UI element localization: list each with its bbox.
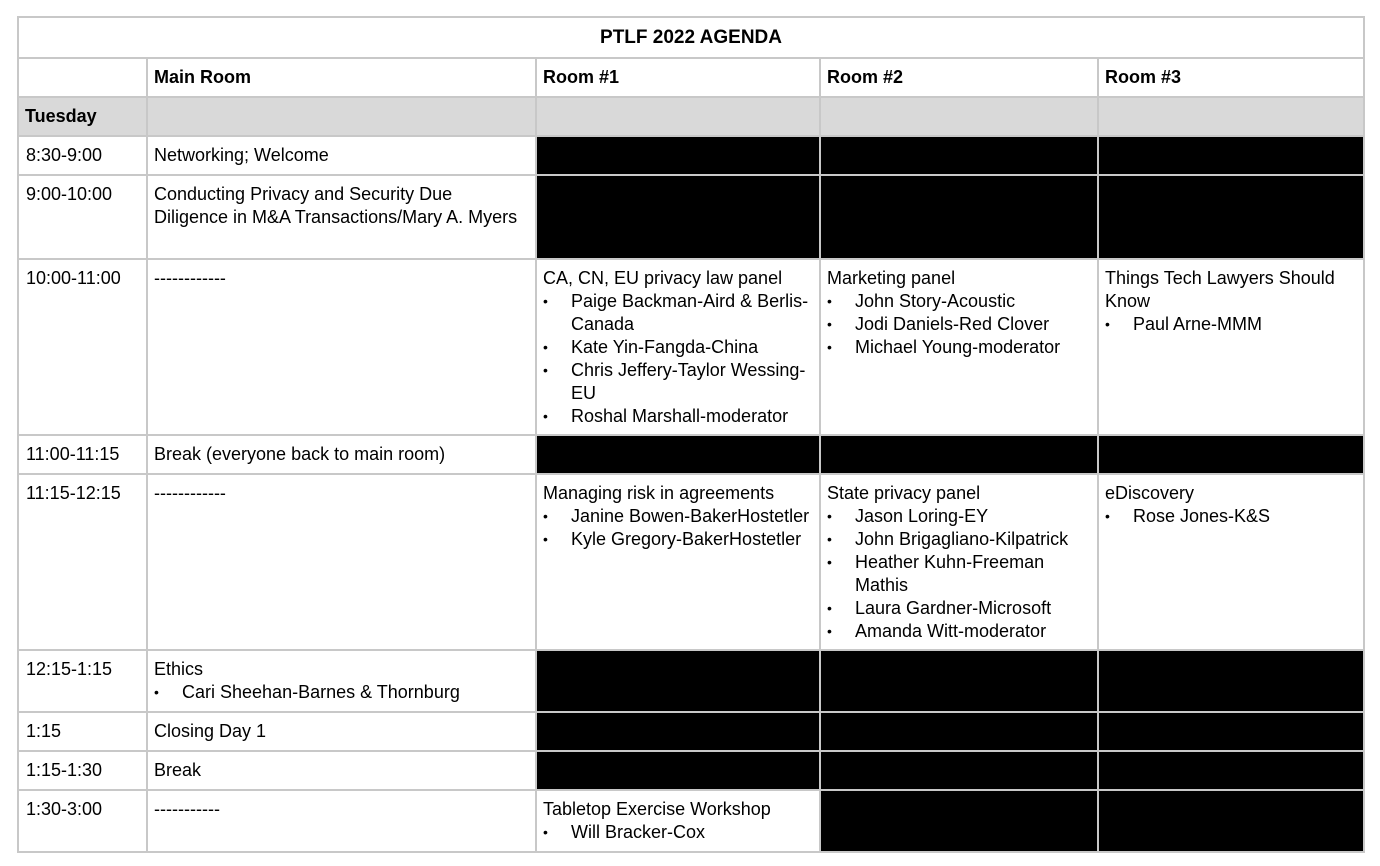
speaker-list bbox=[1105, 313, 1357, 336]
blocked-cell bbox=[820, 751, 1098, 790]
session-title: eDiscovery bbox=[1105, 483, 1195, 503]
list-item: • Cari Sheehan-Barnes & Thornburg bbox=[182, 681, 529, 704]
room-1-session bbox=[536, 474, 820, 650]
main-room-session: Networking; Welcome bbox=[154, 145, 329, 165]
table-row bbox=[18, 790, 1364, 852]
list-item: • John Brigagliano-Kilpatrick bbox=[855, 528, 1091, 551]
table-row bbox=[18, 474, 1364, 650]
time-cell: 10:00-11:00 bbox=[26, 268, 121, 288]
list-item: • Will Bracker-Cox bbox=[571, 821, 813, 844]
column-header-room-2: Room #2 bbox=[820, 58, 1098, 97]
speaker-list bbox=[827, 505, 1091, 643]
room-3-session bbox=[1098, 259, 1364, 435]
session-title: State privacy panel bbox=[827, 483, 981, 503]
column-header-room-3: Room #3 bbox=[1098, 58, 1364, 97]
blocked-cell bbox=[536, 650, 820, 712]
blocked-cell bbox=[536, 136, 820, 175]
blocked-cell bbox=[1098, 175, 1364, 259]
session-title: Managing risk in agreements bbox=[543, 483, 775, 503]
speaker-list bbox=[827, 290, 1091, 359]
speaker-list bbox=[543, 505, 813, 551]
blocked-cell bbox=[1098, 712, 1364, 751]
list-item: • Amanda Witt-moderator bbox=[855, 620, 1091, 643]
blocked-cell bbox=[1098, 650, 1364, 712]
list-item: • Kate Yin-Fangda-China bbox=[571, 336, 813, 359]
room-1-session bbox=[536, 259, 820, 435]
blocked-cell bbox=[1098, 790, 1364, 852]
main-room-session: Conducting Privacy and Security Due Diligence in M&A Transactions/Mary A. Myers bbox=[154, 184, 518, 227]
column-header-room-1: Room #1 bbox=[536, 58, 820, 97]
table-row bbox=[18, 751, 1364, 790]
table-row bbox=[18, 259, 1364, 435]
day-row bbox=[18, 97, 1364, 136]
list-item: • Rose Jones-K&S bbox=[1133, 505, 1357, 528]
speaker-list bbox=[154, 681, 529, 704]
time-cell: 1:15-1:30 bbox=[26, 760, 103, 780]
blocked-cell bbox=[1098, 751, 1364, 790]
main-room-session bbox=[147, 650, 536, 712]
list-item: • Paul Arne-MMM bbox=[1133, 313, 1357, 336]
column-header-main-room: Main Room bbox=[147, 58, 536, 97]
blocked-cell bbox=[536, 435, 820, 474]
blocked-cell bbox=[820, 650, 1098, 712]
room-3-session bbox=[1098, 474, 1364, 650]
header-row bbox=[18, 58, 1364, 97]
table-row bbox=[18, 136, 1364, 175]
speaker-list bbox=[1105, 505, 1357, 528]
time-cell: 1:30-3:00 bbox=[26, 799, 103, 819]
main-room-session: Break (everyone back to main room) bbox=[154, 444, 446, 464]
session-title: CA, CN, EU privacy law panel bbox=[543, 268, 783, 288]
time-cell: 1:15 bbox=[26, 721, 62, 741]
list-item: • Paige Backman-Aird & Berlis-Canada bbox=[571, 290, 813, 336]
main-room-session: ------------ bbox=[154, 483, 226, 503]
time-cell: 11:00-11:15 bbox=[26, 444, 120, 464]
table-row bbox=[18, 712, 1364, 751]
list-item: • Jodi Daniels-Red Clover bbox=[855, 313, 1091, 336]
main-room-session: Closing Day 1 bbox=[154, 721, 267, 741]
blocked-cell bbox=[820, 712, 1098, 751]
time-cell: 9:00-10:00 bbox=[26, 184, 113, 204]
room-2-session bbox=[820, 474, 1098, 650]
column-header-time bbox=[18, 58, 147, 97]
main-room-session: ----------- bbox=[154, 799, 220, 819]
table-row bbox=[18, 435, 1364, 474]
agenda-title: PTLF 2022 AGENDA bbox=[18, 17, 1364, 58]
list-item: • Jason Loring-EY bbox=[855, 505, 1091, 528]
list-item: • Roshal Marshall-moderator bbox=[571, 405, 813, 428]
time-cell: 11:15-12:15 bbox=[26, 483, 121, 503]
session-title: Things Tech Lawyers Should Know bbox=[1105, 268, 1335, 311]
speaker-list bbox=[543, 290, 813, 428]
blocked-cell bbox=[820, 136, 1098, 175]
blocked-cell bbox=[1098, 136, 1364, 175]
blocked-cell bbox=[1098, 435, 1364, 474]
session-title: Ethics bbox=[154, 659, 204, 679]
agenda-table bbox=[17, 16, 1365, 853]
list-item: • John Story-Acoustic bbox=[855, 290, 1091, 313]
blocked-cell bbox=[820, 790, 1098, 852]
list-item: • Laura Gardner-Microsoft bbox=[855, 597, 1091, 620]
table-row bbox=[18, 175, 1364, 259]
list-item: • Chris Jeffery-Taylor Wessing-EU bbox=[571, 359, 813, 405]
blocked-cell bbox=[536, 712, 820, 751]
main-room-session: Break bbox=[154, 760, 202, 780]
blocked-cell bbox=[820, 435, 1098, 474]
session-title: Tabletop Exercise Workshop bbox=[543, 799, 771, 819]
room-1-session bbox=[536, 790, 820, 852]
blocked-cell bbox=[536, 751, 820, 790]
blocked-cell bbox=[820, 175, 1098, 259]
list-item: • Heather Kuhn-Freeman Mathis bbox=[855, 551, 1091, 597]
table-row bbox=[18, 650, 1364, 712]
main-room-session: ------------ bbox=[154, 268, 226, 288]
time-cell: 8:30-9:00 bbox=[26, 145, 103, 165]
list-item: • Kyle Gregory-BakerHostetler bbox=[571, 528, 813, 551]
session-title: Marketing panel bbox=[827, 268, 956, 288]
blocked-cell bbox=[536, 175, 820, 259]
speaker-list bbox=[543, 821, 813, 844]
time-cell: 12:15-1:15 bbox=[26, 659, 113, 679]
room-2-session bbox=[820, 259, 1098, 435]
list-item: • Michael Young-moderator bbox=[855, 336, 1091, 359]
list-item: • Janine Bowen-BakerHostetler bbox=[571, 505, 813, 528]
day-label: Tuesday bbox=[18, 97, 147, 136]
